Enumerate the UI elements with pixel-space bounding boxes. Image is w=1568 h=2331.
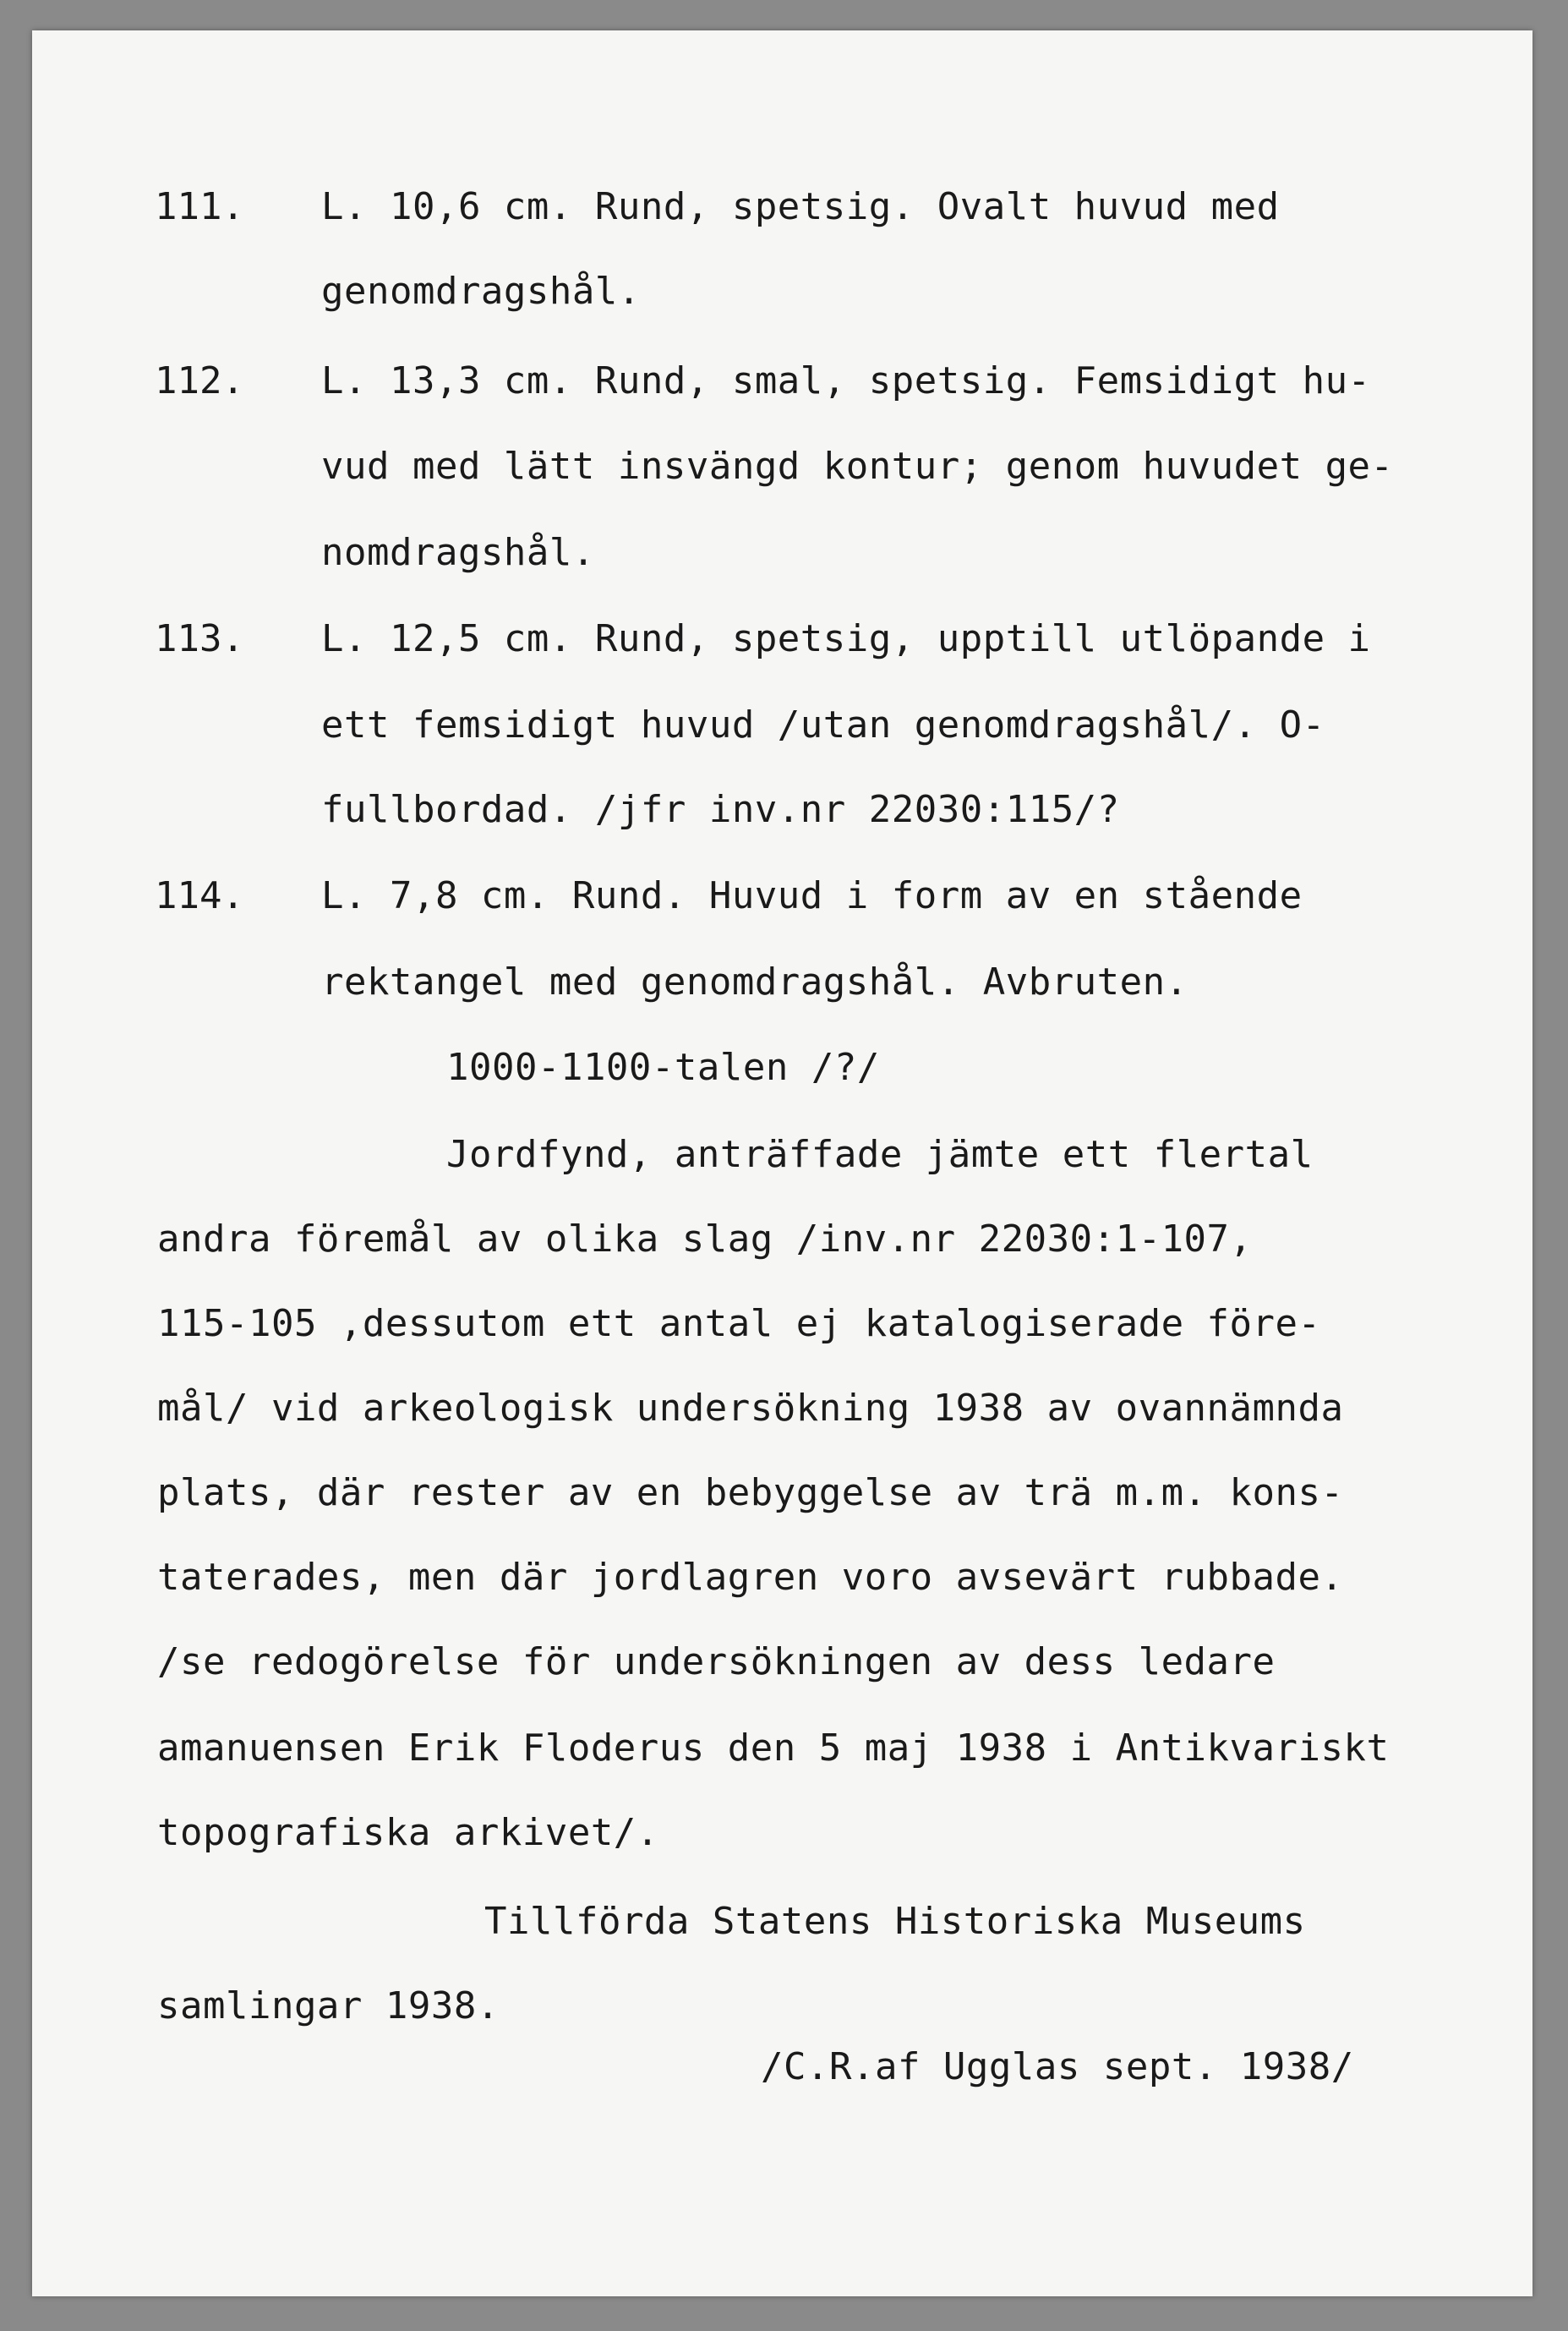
entry-line: ett femsidigt huvud /utan genomdragshål/. O- — [321, 703, 1325, 747]
entry-number: 114. — [155, 874, 244, 917]
entry-line: L. 7,8 cm. Rund. Huvud i form av en stående — [321, 874, 1303, 917]
find-paragraph-line: amanuensen Erik Floderus den 5 maj 1938 i Antikvariskt — [157, 1726, 1390, 1770]
entry-line: L. 12,5 cm. Rund, spetsig, upptill utlöpande i — [321, 617, 1371, 660]
find-paragraph-line: /se redogörelse för undersökningen av dess ledare — [157, 1640, 1276, 1683]
find-paragraph-line: andra föremål av olika slag /inv.nr 22030:1-107, — [157, 1217, 1253, 1261]
find-paragraph-line: 115-105 ,dessutom ett antal ej katalogiserade före- — [157, 1302, 1321, 1345]
entry-number: 113. — [155, 617, 244, 660]
acquisition-line: Tillförda Statens Historiska Museums — [484, 1900, 1306, 1943]
acquisition-line: samlingar 1938. — [157, 1984, 500, 2027]
find-paragraph-line: plats, där rester av en bebyggelse av trä m.m. kons- — [157, 1471, 1344, 1514]
entry-number: 112. — [155, 359, 244, 402]
dating-line: 1000-1100-talen /?/ — [446, 1046, 880, 1089]
find-paragraph-line: mål/ vid arkeologisk undersökning 1938 av ovannämnda — [157, 1387, 1344, 1430]
catalog-card — [32, 30, 1532, 2296]
entry-number: 111. — [155, 185, 244, 228]
entry-line: nomdragshål. — [321, 531, 595, 574]
find-paragraph-line: taterades, men där jordlagren voro avsevärt rubbade. — [157, 1556, 1344, 1599]
entry-line: L. 13,3 cm. Rund, smal, spetsig. Femsidigt hu- — [321, 359, 1371, 402]
find-paragraph-line: topografiska arkivet/. — [157, 1811, 659, 1854]
entry-line: fullbordad. /jfr inv.nr 22030:115/? — [321, 788, 1120, 831]
entry-line: rektangel med genomdragshål. Avbruten. — [321, 960, 1188, 1004]
entry-line: L. 10,6 cm. Rund, spetsig. Ovalt huvud med — [321, 185, 1280, 228]
signature-line: /C.R.af Ugglas sept. 1938/ — [761, 2045, 1354, 2088]
entry-line: vud med lätt insvängd kontur; genom huvudet ge- — [321, 445, 1394, 488]
find-paragraph-line: Jordfynd, anträffade jämte ett flertal — [446, 1133, 1314, 1176]
entry-line: genomdragshål. — [321, 270, 641, 313]
